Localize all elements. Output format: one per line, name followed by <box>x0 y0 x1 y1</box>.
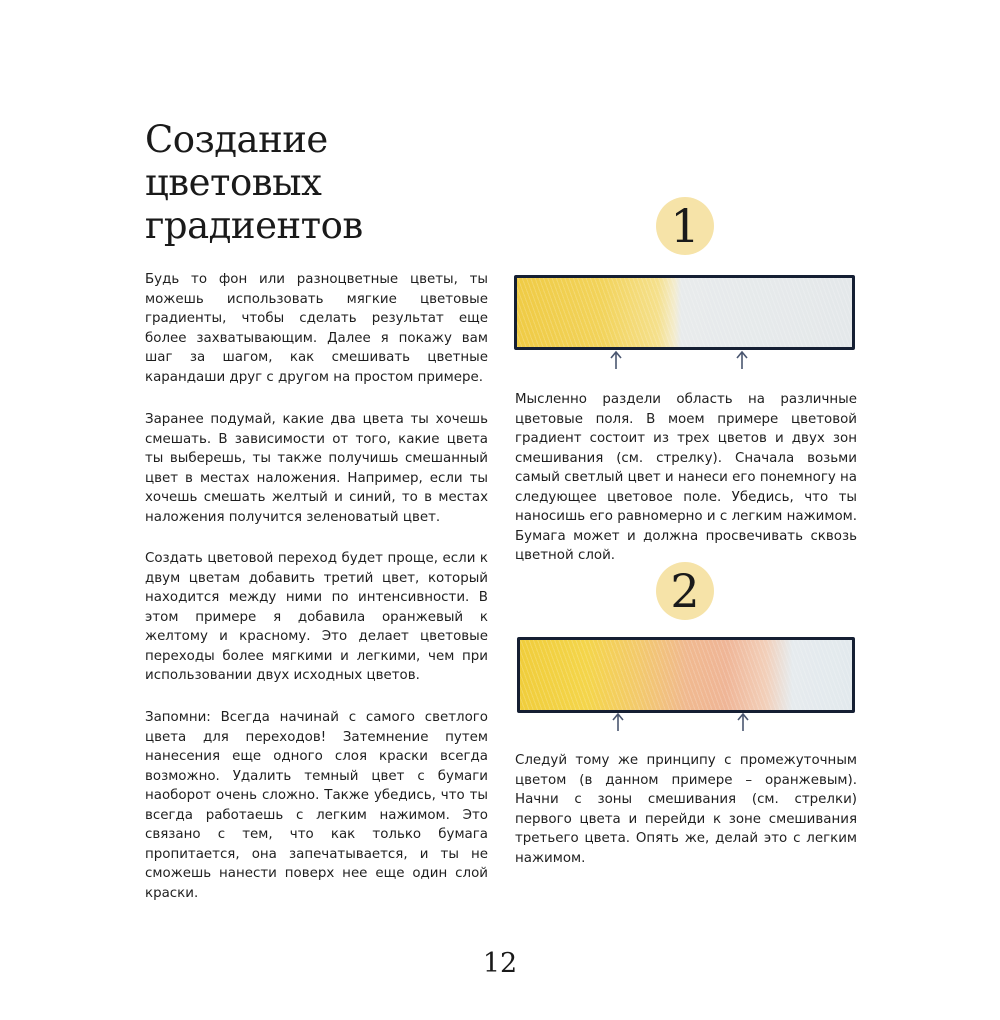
third-color-paragraph: Создать цветовой переход будет проще, если к двум цветам добавить третий цвет, который находится между ними по интенсивности. В этом примере я добавила оранжевый к желтому и красному. Это делает цветовые переходы более мягкими и легкими, чем при использовании двух исходных цветов. <box>145 551 488 683</box>
color-choice-paragraph: Заранее подумай, какие два цвета ты хочешь смешать. В зависимости от того, какие цвета ты выберешь, ты также получишь смешанный цвет в местах наложения. Например, если ты хочешь смешать желтый и синий, то в местах наложения получится зеленоватый цвет. <box>145 412 488 525</box>
arrow-up-icon <box>611 712 625 732</box>
title-line-3: градиентов <box>145 204 363 247</box>
page-number: 12 <box>482 948 518 979</box>
arrow-up-icon <box>736 712 750 732</box>
step-1-number-badge: 1 <box>656 197 714 255</box>
remember-paragraph: Запомни: Всегда начинай с самого светлого цвета для переходов! Затемнение путем нанесения еще одного слоя краски всегда возможно. Удалить темный цвет с бумаги наоборот очень сложно. Также убедись, что ты всегда работаешь с легким нажимом. Это связано с тем, что как только бумага пропитается, она запечатывается, и ты не сможешь нанести поверх нее еще один слой краски. <box>145 710 488 901</box>
step-2-text: Следуй тому же принципу с промежуточным цветом (в данном примере – оранжевым). Начни с зоны смешивания (см. стрелки) первого цвета и перейди к зоне смешивания третьего цвета. Опять же, делай это с легким нажимом. <box>515 753 857 866</box>
step-2-number-badge: 2 <box>656 562 714 620</box>
pencil-texture <box>520 640 852 710</box>
step-1-text: Мысленно раздели область на различные цветовые поля. В моем примере цветовой градиент состоит из трех цветов и двух зон смешивания (см. стрелку). Сначала возьми самый светлый цвет и нанеси его понемногу на следующее цветовое поле. Убедись, что ты наносишь его равномерно и с легким нажимом. Бумага может и должна просвечивать сквозь цветной слой. <box>515 392 858 563</box>
title-line-2: цветовых <box>145 161 322 204</box>
pencil-texture <box>517 278 852 347</box>
page-title <box>145 118 475 247</box>
arrow-up-icon <box>609 350 623 370</box>
title-line-1: Создание <box>145 118 328 161</box>
step-2-gradient-swatch <box>517 637 855 713</box>
intro-paragraph: Будь то фон или разноцветные цветы, ты можешь использовать мягкие цветовые градиенты, чтобы сделать результат еще более захватывающим. Далее я покажу вам шаг за шагом, как смешивать цветные карандаши друг с другом на простом примере. <box>145 272 488 385</box>
arrow-up-icon <box>735 350 749 370</box>
step-1-gradient-swatch <box>514 275 855 350</box>
